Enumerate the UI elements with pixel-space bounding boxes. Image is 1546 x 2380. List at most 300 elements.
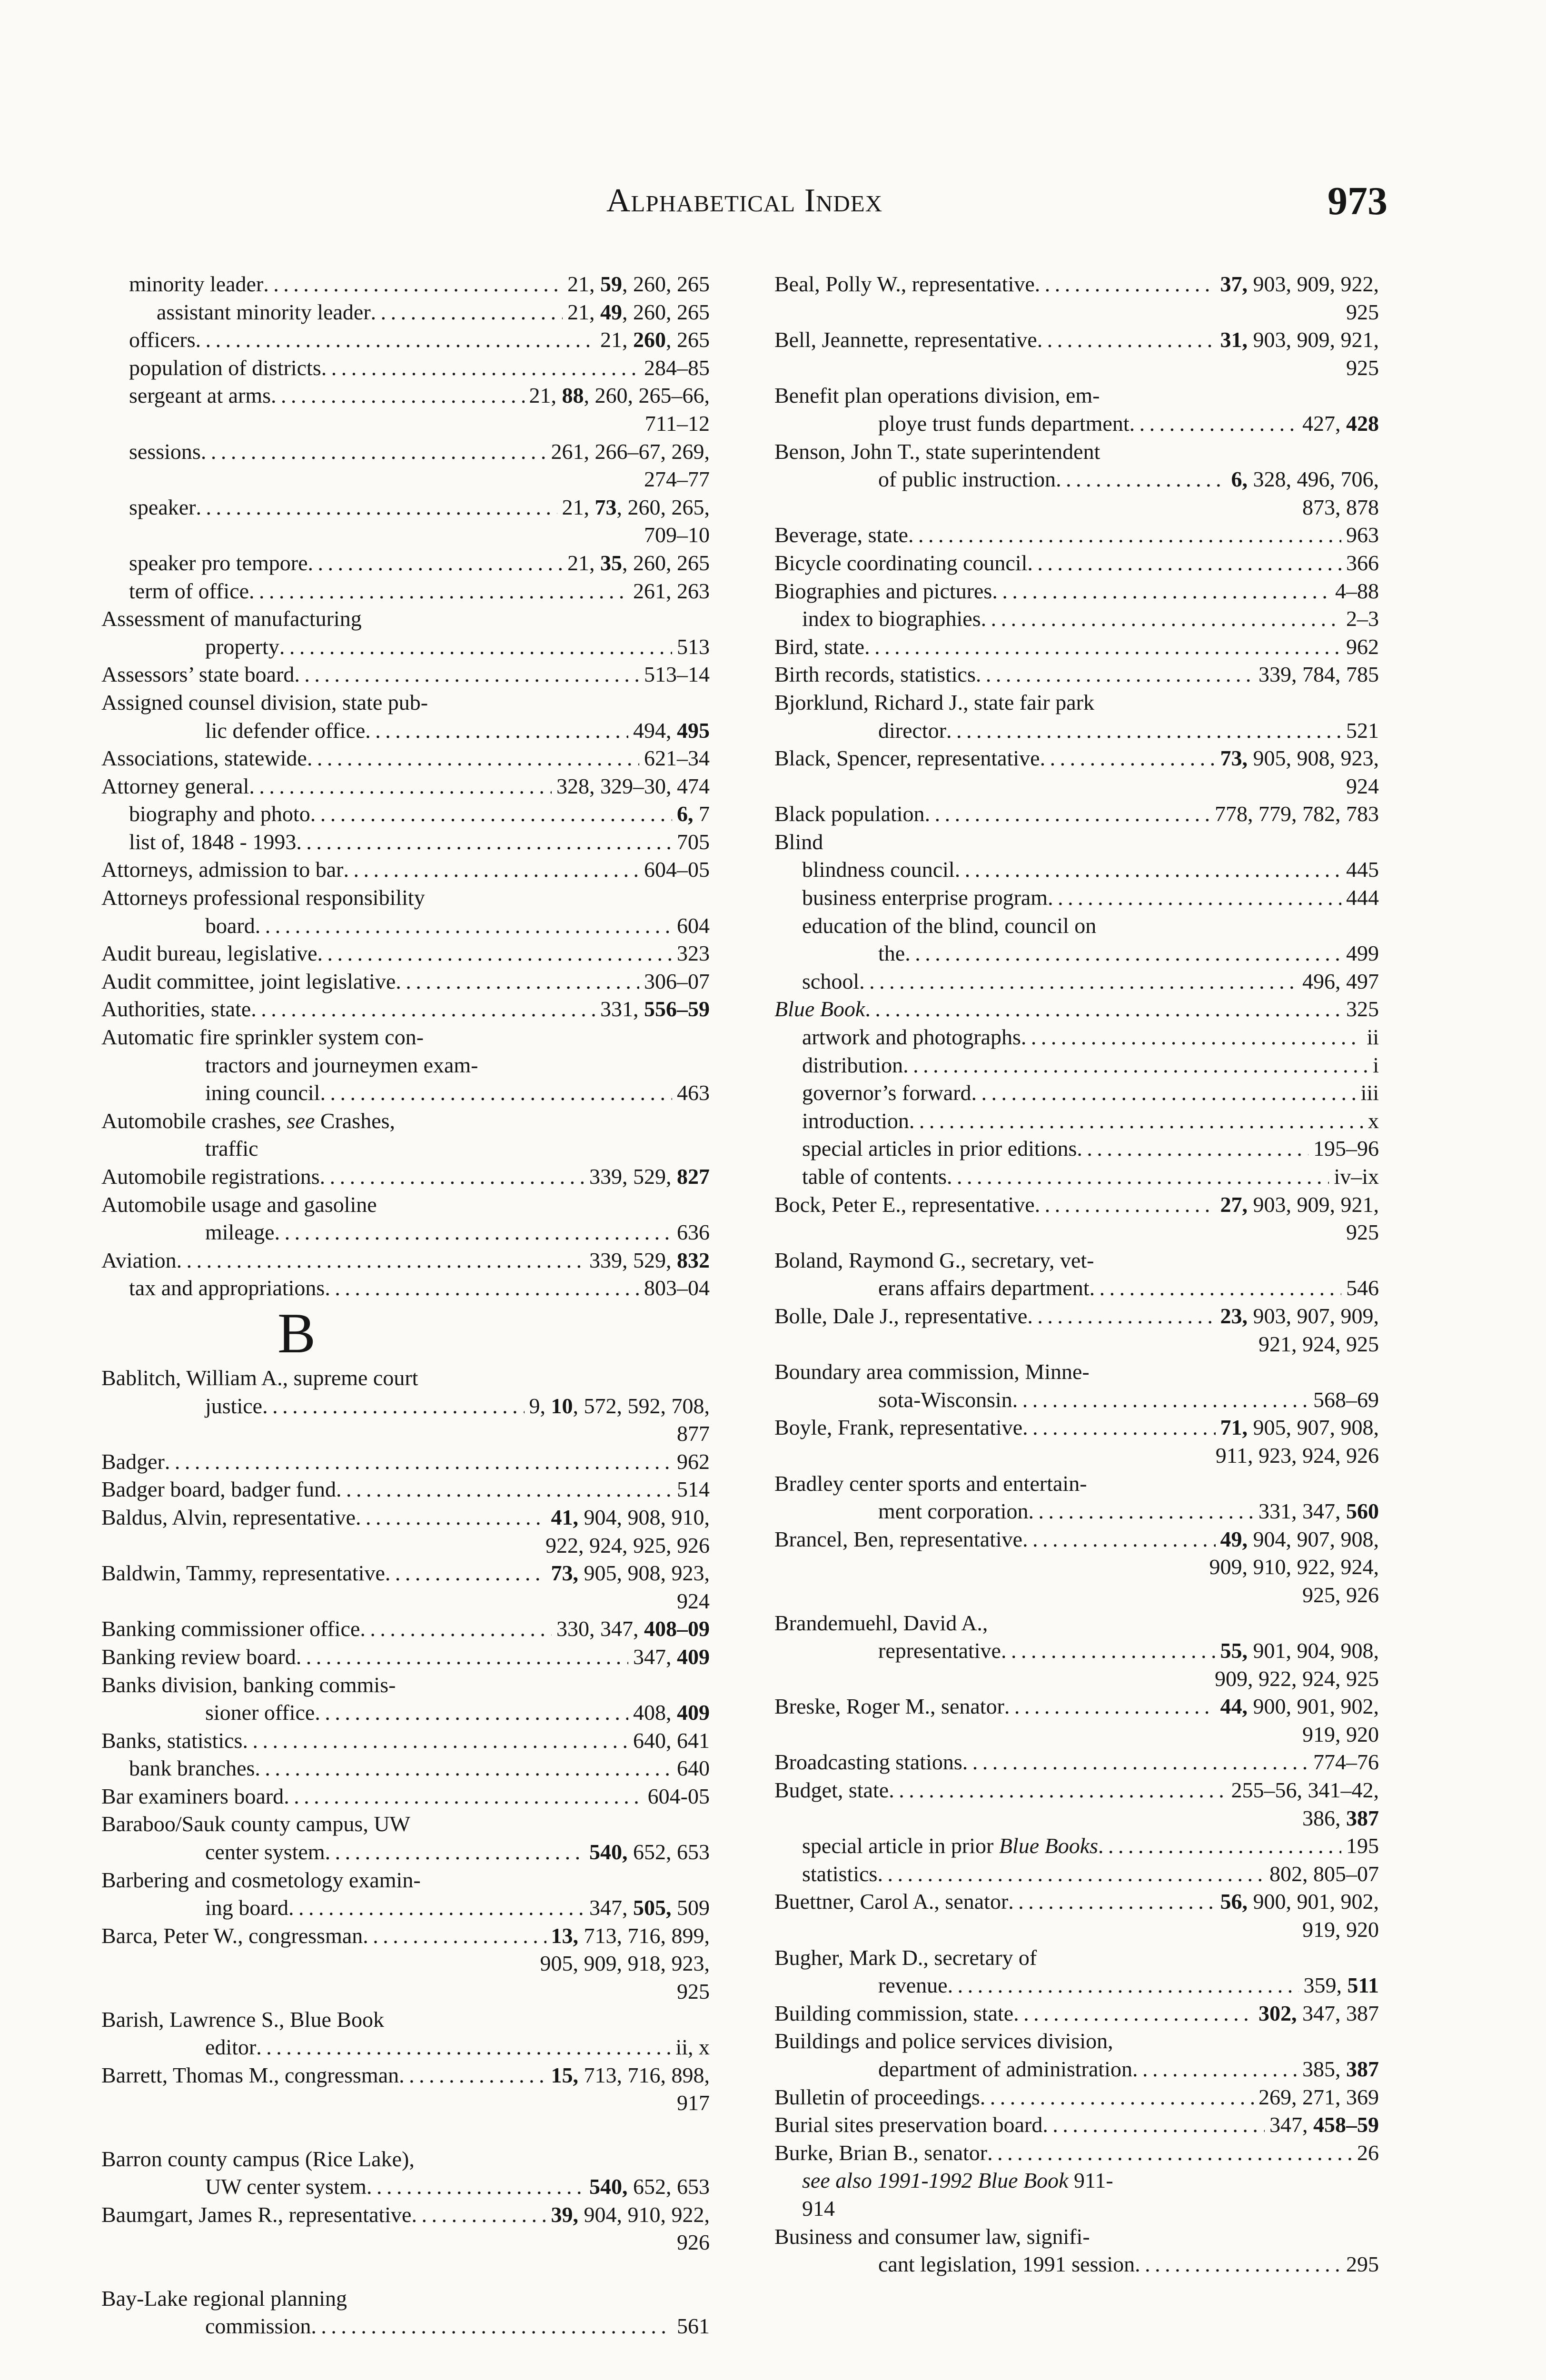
index-entry: [101, 940, 710, 968]
spacer: [101, 2257, 710, 2285]
entry-pages: 499: [1346, 941, 1379, 966]
entry-name: bank branches: [129, 1756, 255, 1781]
index-entry-text: Automobile crashes, see Crashes,: [101, 1108, 396, 1133]
entry-pages: 347, 505, 509: [589, 1895, 710, 1920]
dot-leader: [877, 1860, 1265, 1888]
index-entry: [774, 1274, 1379, 1302]
entry-pages: 23, 903, 907, 909,: [1220, 1303, 1379, 1328]
entry-pages: 2–3: [1346, 606, 1379, 631]
dot-leader: [1027, 549, 1341, 577]
dot-leader: [296, 1643, 628, 1671]
entry-pages: 445: [1346, 857, 1379, 882]
dot-leader: [1056, 466, 1226, 494]
entry-pages: 6, 7: [677, 802, 710, 826]
entry-pages: 56, 900, 901, 902,: [1220, 1889, 1379, 1914]
entry-name: Baumgart, James R., representative: [101, 2202, 412, 2227]
entry-pages: 513: [677, 634, 710, 659]
entry-name: revenue: [878, 1973, 948, 1998]
entry-name: Bulletin of proceedings: [774, 2084, 980, 2109]
entry-pages: 41, 904, 908, 910,: [551, 1505, 710, 1529]
entry-pages: 31, 903, 909, 921,: [1220, 327, 1379, 352]
dot-leader: [365, 717, 628, 745]
index-entry: [774, 1051, 1379, 1080]
index-entry-text: Buildings and police services division,: [774, 2029, 1113, 2053]
entry-name: Bicycle coordinating council: [774, 550, 1028, 575]
entry-name: artwork and photographs: [802, 1025, 1021, 1050]
entry-name: tax and appropriations: [129, 1276, 325, 1300]
index-entry: [101, 968, 710, 996]
entry-pages: 604: [677, 913, 710, 938]
entry-pages: 9, 10, 572, 592, 708,: [529, 1393, 710, 1418]
entry-name: sergeant at arms: [129, 383, 271, 408]
entry-name: governor’s forward: [802, 1081, 971, 1105]
entry-name: department of administration: [878, 2057, 1132, 2081]
entry-name: commission: [205, 2314, 311, 2339]
index-entry: [774, 577, 1379, 605]
index-entry: [774, 549, 1379, 577]
entry-pages: x: [1368, 1108, 1379, 1133]
index-entry: [101, 1643, 710, 1671]
index-entry-continuation: 917: [677, 2091, 710, 2115]
entry-pages: 328, 329–30, 474: [556, 774, 710, 798]
entry-name: Black, Spencer, representative: [774, 746, 1040, 771]
dot-leader: [908, 521, 1341, 549]
entry-name: Burke, Brian B., senator: [774, 2140, 988, 2165]
index-entry: [101, 1504, 710, 1532]
index-entry-text: Attorneys professional responsibility: [101, 885, 425, 910]
entry-pages: 540, 652, 653: [589, 2174, 710, 2199]
entry-name: UW center system: [205, 2174, 367, 2199]
index-entry: [101, 1079, 710, 1107]
index-entry: [101, 717, 710, 745]
entry-name: school: [802, 969, 860, 993]
index-entry-text: Bradley center sports and entertain-: [774, 1471, 1087, 1496]
entry-pages: 339, 529, 827: [589, 1164, 710, 1189]
dot-leader: [946, 717, 1341, 745]
dot-leader: [1035, 1191, 1216, 1219]
entry-name: Attorney general: [101, 774, 249, 798]
dot-leader: [859, 968, 1298, 996]
dot-leader: [1035, 270, 1216, 298]
entry-pages: 49, 904, 907, 908,: [1220, 1527, 1379, 1551]
dot-leader: [363, 1922, 546, 1950]
dot-leader: [1040, 744, 1216, 773]
dot-leader: [320, 1163, 585, 1191]
dot-leader: [315, 1699, 628, 1727]
entry-pages: 962: [1346, 634, 1379, 659]
dot-leader: [1022, 1526, 1215, 1554]
dot-leader: [1029, 1497, 1254, 1526]
index-entry-text: Blind: [774, 829, 823, 854]
index-entry: [101, 1783, 710, 1811]
index-entry: [774, 633, 1379, 661]
entry-name: Bar examiners board: [101, 1784, 284, 1808]
index-entry-text: Automobile usage and gasoline: [101, 1192, 377, 1217]
dot-leader: [263, 270, 563, 298]
entry-name: Authorities, state: [101, 997, 251, 1021]
index-entry: [774, 661, 1379, 689]
entry-name: table of contents: [802, 1164, 947, 1189]
index-entry: [774, 326, 1379, 354]
entry-name: director: [878, 718, 947, 743]
index-entry: [774, 521, 1379, 549]
index-entry-text: Bjorklund, Richard J., state fair park: [774, 690, 1094, 714]
dot-leader: [1130, 410, 1298, 438]
entry-name: assistant minority leader: [157, 299, 371, 324]
index-entry-text: Automatic fire sprinkler system con-: [101, 1025, 424, 1050]
entry-name: Black population: [774, 802, 925, 826]
index-entry-text: Assessment of manufacturing: [101, 606, 362, 631]
dot-leader: [256, 2033, 671, 2062]
entry-name: mileage: [205, 1220, 275, 1245]
entry-pages: 604–05: [644, 857, 710, 882]
index-entry-text: Assigned counsel division, state pub-: [101, 690, 428, 714]
entry-pages: 331, 556–59: [600, 997, 710, 1021]
dot-leader: [360, 1615, 552, 1643]
entry-pages: 540, 652, 653: [589, 1840, 710, 1864]
index-entry-continuation: 873, 878: [1302, 495, 1379, 519]
entry-name: Attorneys, admission to bar: [101, 857, 344, 882]
index-entry: [774, 1497, 1379, 1526]
entry-name: Automobile registrations: [101, 1164, 320, 1189]
dot-leader: [925, 800, 1210, 828]
index-entry-text: Boland, Raymond G., secretary, vet-: [774, 1248, 1094, 1272]
entry-pages: 513–14: [644, 662, 710, 687]
dot-leader: [411, 2201, 546, 2229]
index-entry: [101, 1219, 710, 1247]
dot-leader: [288, 1894, 585, 1922]
entry-pages: 73, 905, 908, 923,: [551, 1561, 710, 1586]
index-entry: [101, 438, 710, 466]
dot-leader: [311, 2312, 672, 2340]
entry-name: Badger board, badger fund: [101, 1477, 337, 1502]
entry-name: Badger: [101, 1449, 165, 1474]
index-entry-continuation: 925: [1346, 299, 1379, 324]
entry-pages: 546: [1346, 1276, 1379, 1300]
dot-leader: [903, 1051, 1368, 1080]
entry-pages: 13, 713, 716, 899,: [551, 1923, 710, 1948]
dot-leader: [1135, 2251, 1341, 2279]
index-entry: [101, 1699, 710, 1727]
entry-name: Bell, Jeannette, representative: [774, 327, 1037, 352]
entry-name: Audit bureau, legislative: [101, 941, 317, 966]
index-entry: [101, 1274, 710, 1302]
index-entry: [774, 1135, 1379, 1163]
entry-name: Broadcasting stations: [774, 1750, 962, 1775]
entry-name: Banking review board: [101, 1644, 296, 1669]
index-entry-text: Brandemuehl, David A.,: [774, 1610, 988, 1635]
index-entry-continuation: 926: [677, 2230, 710, 2255]
dot-leader: [865, 995, 1341, 1023]
entry-pages: 359, 511: [1303, 1973, 1379, 1998]
dot-leader: [317, 940, 673, 968]
left-index-column: [101, 270, 710, 2340]
index-entry: [101, 744, 710, 773]
entry-name: special article in prior Blue Books: [802, 1834, 1099, 1858]
dot-leader: [1012, 1386, 1308, 1414]
entry-name: Barca, Peter W., congressman: [101, 1923, 363, 1948]
entry-pages: 21, 73, 260, 265,: [562, 495, 710, 519]
entry-pages: 962: [677, 1449, 710, 1474]
entry-pages: 331, 347, 560: [1259, 1499, 1379, 1524]
index-entry-text: Business and consumer law, signifi-: [774, 2224, 1090, 2249]
entry-name: the: [878, 941, 905, 966]
entry-pages: 640: [677, 1756, 710, 1781]
entry-name: representative: [878, 1638, 1001, 1663]
entry-pages: 347, 458–59: [1269, 2112, 1379, 2137]
entry-name: erans affairs department: [878, 1276, 1090, 1300]
dot-leader: [251, 995, 595, 1023]
index-entry: [101, 1727, 710, 1755]
index-entry: [774, 1526, 1379, 1554]
dot-leader: [325, 1274, 639, 1302]
index-entry: [774, 1693, 1379, 1721]
index-entry-text: Barron county campus (Rice Lake),: [101, 2146, 415, 2171]
entry-pages: 347, 409: [633, 1644, 710, 1669]
entry-name: Beal, Polly W., representative: [774, 272, 1035, 296]
index-entry: [101, 2033, 710, 2062]
index-entry: [101, 382, 710, 410]
entry-pages: 705: [677, 829, 710, 854]
index-entry-text: tractors and journeymen exam-: [205, 1052, 478, 1077]
entry-pages: 802, 805–07: [1269, 1861, 1379, 1886]
index-entry: [101, 828, 710, 856]
dot-leader: [344, 856, 640, 884]
dot-leader: [320, 1079, 672, 1107]
entry-name: Building commission, state: [774, 2001, 1014, 2025]
index-entry: [774, 2111, 1379, 2139]
dot-leader: [1013, 2000, 1254, 2028]
entry-name: population of districts: [129, 355, 321, 380]
entry-name: list of, 1848 - 1993: [129, 829, 297, 854]
index-entry: [101, 633, 710, 661]
index-entry-text: see also 1991-1992 Blue Book 911-: [802, 2168, 1113, 2193]
entry-pages: 261, 263: [633, 578, 710, 603]
index-entry: [101, 326, 710, 354]
index-entry: [101, 1448, 710, 1476]
index-entry: [101, 1838, 710, 1866]
entry-name: cant legislation, 1991 session: [878, 2252, 1135, 2277]
dot-leader: [255, 912, 672, 940]
index-entry: [774, 968, 1379, 996]
dot-leader: [980, 2083, 1254, 2112]
entry-name: Beverage, state: [774, 523, 908, 547]
index-entry: [774, 744, 1379, 773]
entry-pages: 604-05: [647, 1784, 710, 1808]
entry-name: Barrett, Thomas M., congressman: [101, 2063, 399, 2087]
index-entry-continuation: 909, 910, 922, 924,: [1209, 1555, 1379, 1579]
dot-leader: [1098, 1832, 1341, 1860]
entry-name: Banking commissioner office: [101, 1616, 360, 1641]
dot-leader: [1048, 884, 1341, 912]
entry-name: ment corporation: [878, 1499, 1029, 1524]
entry-pages: 295: [1346, 2252, 1379, 2277]
entry-name: justice: [205, 1393, 263, 1418]
entry-pages: 261, 266–67, 269,: [551, 439, 710, 464]
index-entry-text: Boundary area commission, Minne-: [774, 1359, 1090, 1384]
index-entry-text: education of the blind, council on: [802, 913, 1097, 938]
dot-leader: [310, 800, 672, 828]
index-entry: [774, 995, 1379, 1023]
index-entry: [101, 1755, 710, 1783]
entry-pages: 427, 428: [1302, 411, 1379, 436]
entry-pages: 568–69: [1313, 1387, 1379, 1412]
index-entry: [774, 2083, 1379, 2112]
dot-leader: [971, 1079, 1356, 1107]
index-entry: [774, 884, 1379, 912]
entry-name: property: [205, 634, 279, 659]
index-entry-text: Benefit plan operations division, em-: [774, 383, 1100, 408]
dot-leader: [962, 1748, 1308, 1776]
entry-pages: 521: [1346, 718, 1379, 743]
index-entry: [774, 605, 1379, 633]
dot-leader: [255, 1755, 672, 1783]
dot-leader: [279, 633, 672, 661]
dot-leader: [1008, 1888, 1215, 1916]
entry-pages: 26: [1357, 2140, 1379, 2165]
entry-name: term of office: [129, 578, 249, 603]
index-entry: [774, 270, 1379, 298]
entry-name: Boyle, Frank, representative: [774, 1415, 1023, 1440]
index-entry: [774, 2139, 1379, 2167]
index-entry-continuation: 711–12: [644, 411, 710, 436]
entry-name: statistics: [802, 1861, 878, 1886]
index-entry: [774, 466, 1379, 494]
entry-pages: 27, 903, 909, 921,: [1220, 1192, 1379, 1217]
index-entry-continuation: 925: [1346, 1220, 1379, 1245]
dot-leader: [325, 1838, 585, 1866]
entry-name: business enterprise program: [802, 885, 1048, 910]
index-entry-continuation: 925, 926: [1302, 1582, 1379, 1607]
dot-leader: [981, 605, 1341, 633]
entry-name: Biographies and pictures: [774, 578, 992, 603]
index-entry-continuation: 924: [677, 1588, 710, 1613]
index-entry: [101, 773, 710, 801]
dot-leader: [249, 773, 552, 801]
entry-pages: 195: [1346, 1834, 1379, 1858]
index-entry-text: Bay-Lake regional planning: [101, 2286, 347, 2311]
entry-name: sota-Wisconsin: [878, 1387, 1012, 1412]
entry-pages: 561: [677, 2314, 710, 2339]
entry-name: Bird, state: [774, 634, 865, 659]
dot-leader: [948, 1972, 1299, 2000]
dot-leader: [336, 1476, 672, 1504]
entry-pages: 73, 905, 908, 923,: [1220, 746, 1379, 771]
entry-pages: 269, 271, 369: [1259, 2084, 1379, 2109]
index-entry: [101, 2201, 710, 2229]
entry-name: ing board: [205, 1895, 289, 1920]
entry-name: sioner office: [205, 1700, 315, 1725]
entry-pages: iii: [1360, 1081, 1379, 1105]
page-header: [101, 179, 1387, 234]
entry-pages: 21, 260, 265: [600, 327, 710, 352]
index-entry: [774, 410, 1379, 438]
dot-leader: [947, 1163, 1329, 1191]
entry-pages: 366: [1346, 550, 1379, 575]
index-entry: [774, 1888, 1379, 1916]
index-entry-continuation: 919, 920: [1302, 1917, 1379, 1942]
dot-leader: [294, 661, 639, 689]
entry-name: special articles in prior editions: [802, 1136, 1077, 1161]
index-entry: [774, 717, 1379, 745]
dot-leader: [271, 382, 524, 410]
section-letter: B: [277, 1301, 316, 1365]
dot-leader: [987, 2139, 1352, 2167]
entry-pages: 774–76: [1313, 1750, 1379, 1775]
entry-pages: 306–07: [644, 969, 710, 993]
dot-leader: [275, 1219, 672, 1247]
index-entry: [774, 1107, 1379, 1135]
dot-leader: [296, 828, 672, 856]
index-entry-continuation: 386, 387: [1302, 1805, 1379, 1830]
entry-name: Baldwin, Tammy, representative: [101, 1561, 385, 1586]
dot-leader: [307, 744, 639, 773]
index-entry-continuation: 925: [677, 1979, 710, 2004]
entry-pages: 514: [677, 1477, 710, 1502]
index-entry-continuation: 905, 909, 918, 923,: [540, 1951, 710, 1976]
dot-leader: [955, 856, 1341, 884]
entry-name: Birth records, statistics: [774, 662, 976, 687]
entry-name: introduction: [802, 1108, 909, 1133]
dot-leader: [249, 577, 628, 605]
entry-pages: 55, 901, 904, 908,: [1220, 1638, 1379, 1663]
dot-leader: [371, 298, 563, 327]
right-index-column: [774, 270, 1379, 2279]
entry-name: speaker: [129, 495, 196, 519]
dot-leader: [1132, 2055, 1298, 2083]
index-entry-text: Benson, John T., state superintendent: [774, 439, 1100, 464]
entry-pages: 963: [1346, 523, 1379, 547]
entry-name: Blue Book: [774, 997, 865, 1021]
entry-pages: 284–85: [644, 355, 710, 380]
index-entry-text: 914: [802, 2196, 835, 2221]
entry-name: lic defender office: [205, 718, 366, 743]
index-entry: [774, 1386, 1379, 1414]
dot-leader: [399, 2062, 546, 2090]
index-entry: [101, 1615, 710, 1643]
index-entry: [774, 1191, 1379, 1219]
dot-leader: [367, 2173, 585, 2201]
dot-leader: [321, 354, 639, 382]
entry-name: blindness council: [802, 857, 955, 882]
index-entry-continuation: 909, 922, 924, 925: [1215, 1666, 1379, 1691]
entry-name: of public instruction: [878, 467, 1056, 492]
entry-pages: 6, 328, 496, 706,: [1231, 467, 1379, 492]
entry-pages: 803–04: [644, 1276, 710, 1300]
index-entry: [101, 912, 710, 940]
index-entry: [774, 2000, 1379, 2028]
entry-name: speaker pro tempore: [129, 550, 308, 575]
index-entry: [774, 1776, 1379, 1805]
entry-name: Breske, Roger M., senator: [774, 1694, 1004, 1719]
entry-name: ploye trust funds department: [878, 411, 1130, 436]
index-entry-continuation: 924: [1346, 774, 1379, 798]
dot-leader: [396, 968, 639, 996]
index-entry: [774, 1637, 1379, 1665]
index-entry: [101, 549, 710, 577]
entry-pages: 636: [677, 1220, 710, 1245]
index-entry-text: Banks division, banking commis-: [101, 1672, 396, 1697]
index-entry-continuation: 921, 924, 925: [1259, 1331, 1379, 1356]
dot-leader: [1042, 2111, 1265, 2139]
dot-leader: [976, 661, 1254, 689]
index-entry-continuation: 709–10: [644, 523, 710, 547]
entry-pages: 444: [1346, 885, 1379, 910]
index-entry-continuation: 911, 923, 924, 926: [1215, 1443, 1379, 1468]
index-entry-text: Barish, Lawrence S., Blue Book: [101, 2007, 385, 2032]
index-entry: [774, 2251, 1379, 2279]
index-entry: [101, 354, 710, 382]
